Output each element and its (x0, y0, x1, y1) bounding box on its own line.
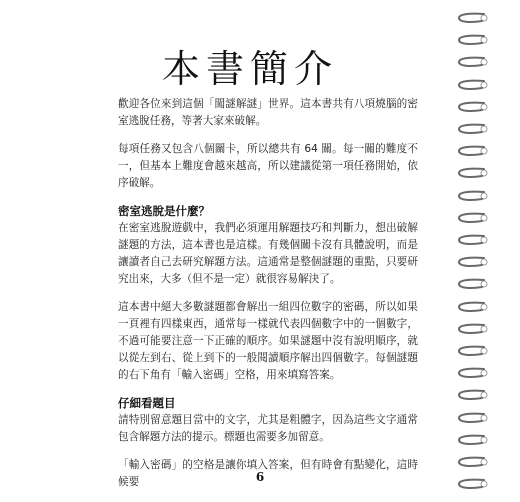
binding-ring-icon (456, 32, 496, 48)
binding-ring-icon (456, 387, 496, 403)
binding-coil (459, 391, 484, 399)
binding-ring-icon (456, 432, 496, 448)
binding-coil (459, 14, 484, 22)
binding-ring-icon (456, 143, 496, 159)
binding-coil (459, 36, 484, 44)
binding-coil (459, 458, 484, 466)
section-paragraph: 「輸入密碼」的空格是讓你填入答案，但有時會有點變化，這時候要 (118, 459, 418, 488)
binding-coil (459, 147, 484, 155)
section-heading: 仔細看題目 (118, 396, 176, 410)
binding-ring-icon (456, 165, 496, 181)
binding-coil (459, 280, 484, 288)
binding-coil (459, 324, 484, 332)
section-heading: 密室逃脫是什麼？ (118, 204, 210, 218)
binding-ring-icon (456, 54, 496, 70)
binding-ring-icon (456, 476, 496, 492)
binding-coil (459, 236, 484, 244)
binding-ring-icon (456, 276, 496, 292)
binding-ring-icon (456, 410, 496, 426)
binding-coil (459, 480, 484, 488)
intro-paragraph-2: 每項任務又包含八個關卡，所以總共有 64 關。每一關的難度不一，但基本上難度會越來越高，所以建議從第一項任務開始，依序破解。 (118, 143, 418, 189)
binding-ring-icon (456, 77, 496, 93)
binding-coil (459, 191, 484, 199)
binding-coil (459, 58, 484, 66)
section-escape-room (118, 203, 418, 384)
intro-paragraph-1: 歡迎各位來到這個「闖謎解謎」世界。這本書共有八項燒腦的密室逃脫任務，等著大家來破解。 (118, 98, 418, 127)
binding-ring-icon (456, 99, 496, 115)
binding-coil (459, 347, 484, 355)
binding-ring-icon (456, 188, 496, 204)
section-paragraph: 在密室逃脫遊戲中，我們必須運用解題技巧和判斷力，想出破解謎題的方法，這本書也是這樣。有幾個關卡沒有具體說明，而是讓讀者自己去研究解題方法。這通常是整個謎題的重點，只要研究出來，大多（但不是一定）就很容易解決了。 (118, 222, 418, 285)
binding-coil (459, 258, 484, 266)
binding-coil (459, 125, 484, 133)
binding-ring-icon (456, 10, 496, 26)
binding-coil (459, 413, 484, 421)
binding-ring-icon (456, 365, 496, 381)
binding-coil (459, 369, 484, 377)
page-content (118, 96, 418, 502)
binding-ring-icon (456, 299, 496, 315)
binding-ring-icon (456, 454, 496, 470)
binding-coil (459, 169, 484, 177)
section-paragraph: 這本書中絕大多數謎題都會解出一組四位數字的密碼，所以如果一頁裡有四樣東西，通常每一樣就代表四個數字中的一個數字，不過可能要注意一下正確的順序。如果謎題中沒有說明順序，就以從左到右、從上到下的一般閱讀順序解出四個數字。每個謎題的右下角有「輸入密碼」空格，用來填寫答案。 (118, 301, 418, 381)
binding-ring-icon (456, 343, 496, 359)
binding-ring-icon (456, 121, 496, 137)
binding-ring-icon (456, 232, 496, 248)
binding-ring-icon (456, 254, 496, 270)
binding-coil (459, 302, 484, 310)
section-paragraph: 請特別留意題目當中的文字，尤其是粗體字，因為這些文字通常包含解題方法的提示。標題也需要多加留意。 (118, 414, 418, 443)
binding-coil (459, 102, 484, 110)
binding-ring-icon (456, 210, 496, 226)
binding-ring-icon (456, 321, 496, 337)
page-number: 6 (255, 470, 265, 484)
binding-coil (459, 435, 484, 443)
spiral-binding (456, 8, 496, 496)
binding-coil (459, 213, 484, 221)
page-title: 本書簡介 (161, 47, 338, 91)
binding-coil (459, 80, 484, 88)
